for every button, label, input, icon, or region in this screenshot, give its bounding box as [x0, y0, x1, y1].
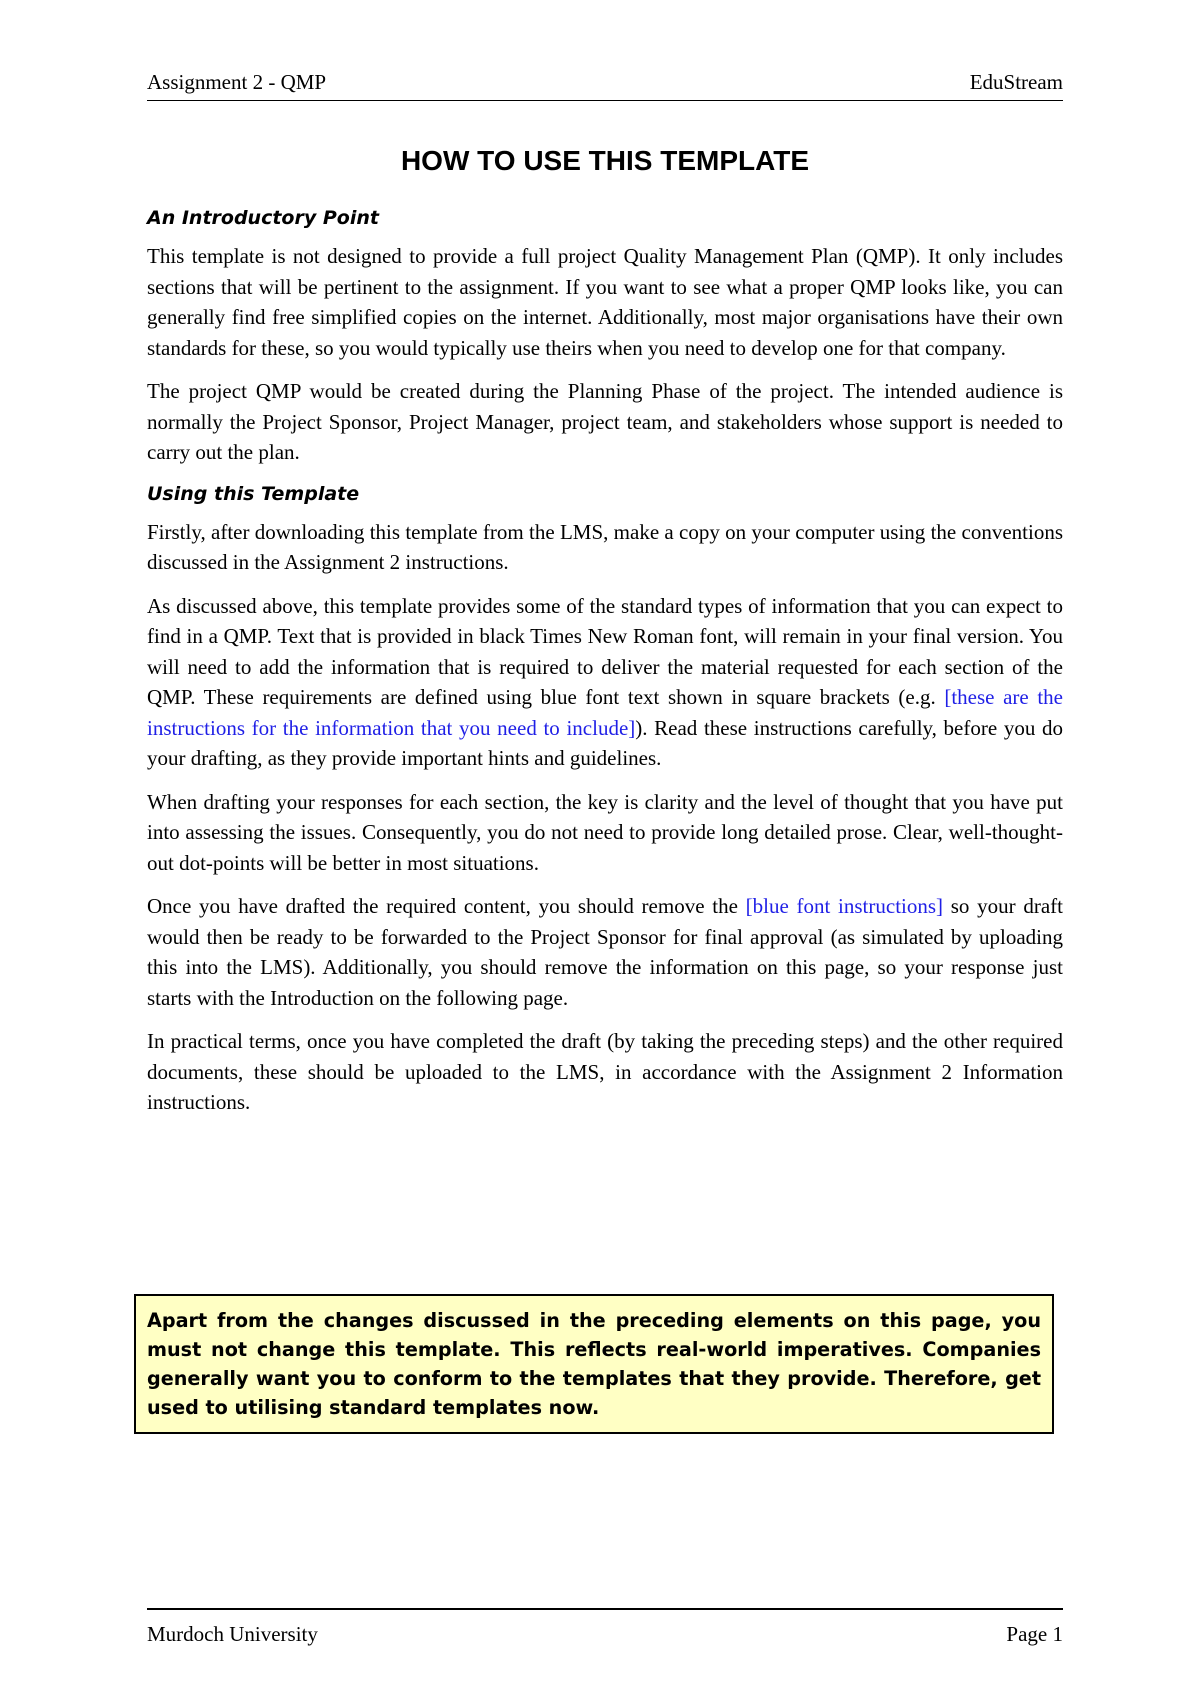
using-paragraph-2-text-b: ). Read these instructions carefully, before you do your drafting, as they provide important hints and guidelines. — [147, 715, 1063, 770]
using-paragraph-2 — [147, 591, 1063, 774]
page-number: Page 1 — [1006, 1622, 1063, 1646]
using-paragraph-3: When drafting your responses for each section, the key is clarity and the level of thought that you have put into assessing the issues. Consequently, you do not need to provide long detailed prose. Clear, well-thought-out dot-points will be better in most situations. — [147, 789, 1063, 875]
using-paragraph-5: In practical terms, once you have completed the draft (by taking the preceding steps) and the other required documents, these should be uploaded to the LMS, in accordance with the Assignment 2 Information instructions. — [147, 1029, 1063, 1114]
header-organisation: EduStream — [969, 70, 1063, 94]
using-template-heading: Using this Template — [147, 482, 360, 505]
using-paragraph-4-text-b: so your draft would then be ready to be forwarded to the Project Sponsor for final approval (as simulated by uploading this into the LMS). Additionally, you should remove the information on this page, so your response just starts with the Introduction on the following page. — [147, 894, 1063, 1010]
using-paragraph-1: Firstly, after downloading this template from the LMS, make a copy on your computer using the conventions discussed in the Assignment 2 instructions. — [147, 519, 1063, 574]
blue-font-instructions-text: [blue font instructions] — [745, 894, 944, 918]
intro-heading: An Introductory Point — [147, 207, 379, 229]
page-footer — [147, 1608, 1063, 1652]
intro-paragraph-2: The project QMP would be created during the Planning Phase of the project. The intended audience is normally the Project Sponsor, Project Manager, project team, and stakeholders whose support is needed to carry out the plan. — [147, 379, 1063, 464]
page-title: HOW TO USE THIS TEMPLATE — [400, 145, 810, 176]
header-document-title: Assignment 2 - QMP — [147, 70, 327, 94]
instruction-example-text: [these are the instructions for the information that you need to include] — [147, 685, 1063, 740]
using-paragraph-4 — [147, 891, 1063, 1013]
using-paragraph-4-text-a: Once you have drafted the required content, you should remove the — [147, 894, 746, 918]
page-header — [147, 70, 1063, 101]
footer-university: Murdoch University — [147, 1622, 318, 1646]
page-body — [147, 143, 1063, 1131]
using-paragraph-2-text-a: As discussed above, this template provides some of the standard types of information that you can expect to find in a QMP. Text that is provided in black Times New Roman font, will remain in your final version. You will need to add the information that is required to deliver the material requested for each section of the QMP. These requirements are defined using blue font text shown in square brackets (e.g. — [147, 593, 1063, 709]
notice-box: Apart from the changes discussed in the preceding elements on this page, you must not change this template. This reflects real-world imperatives. Companies generally want you to conform to the templates that they provide. Therefore, get used to utilising standard templates now. — [134, 1294, 1054, 1434]
intro-paragraph-1: This template is not designed to provide a full project Quality Management Plan (QMP). It only includes sections that will be pertinent to the assignment. If you want to see what a proper QMP looks like, you can generally find free simplified copies on the internet. Additionally, most major organisations have their own standards for these, so you would typically use theirs when you need to develop one for that company. — [147, 244, 1063, 360]
